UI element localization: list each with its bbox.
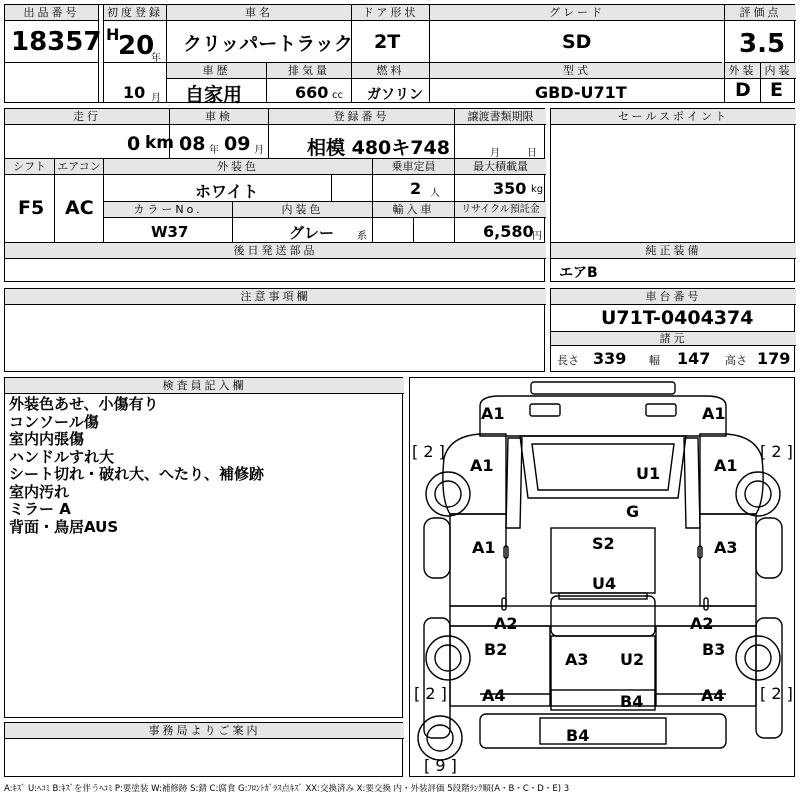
transfer-day-unit: 日 (527, 148, 537, 159)
exterior-header: 外装 (725, 63, 760, 79)
caution-header: 注意事項欄 (5, 289, 546, 305)
ext-color-header: 外装色 (104, 159, 372, 175)
max-load: 350 (493, 179, 527, 198)
dims-header: 諸元 (551, 332, 796, 346)
mileage-header: 走行 (5, 109, 169, 125)
fuel-header: 燃料 (352, 63, 429, 79)
displacement-header: 排気量 (267, 63, 351, 79)
note-line: ミラー A (9, 500, 71, 518)
first-reg-header: 初度登録 (104, 5, 166, 21)
inspector-block (4, 377, 403, 718)
fuel: ガソリン (367, 87, 423, 103)
color-no: W37 (151, 223, 189, 241)
mark-tailgate: B4 (620, 692, 644, 711)
recycle-header: リサイクル預託金 (455, 202, 546, 218)
displacement: 660 (295, 83, 329, 102)
interior-score: E (770, 79, 783, 101)
era: H (106, 25, 120, 44)
mark-fr-fender: A1 (714, 456, 738, 475)
inspector-header: 検査員記入欄 (5, 378, 404, 394)
transfer-month-unit: 月 (490, 148, 500, 159)
chassis-header: 車台番号 (551, 289, 796, 305)
tire-front-left: [ 2 ] (412, 442, 445, 461)
reg-year: 20 (118, 31, 155, 61)
door-type: 2T (374, 31, 401, 53)
capacity: 2 (410, 179, 422, 198)
office-block (4, 722, 403, 777)
plate-header: 登録番号 (269, 109, 454, 125)
mark-front-right: A1 (702, 404, 726, 423)
grade: SD (562, 31, 592, 53)
import-header: 輸入車 (373, 202, 454, 218)
interior-header: 内装 (761, 63, 796, 79)
length: 339 (593, 349, 627, 368)
inspection-year-unit: 年 (209, 145, 219, 156)
legend: A:ｷｽﾞ U:ﾍｺﾐ B:ｷｽﾞを伴うﾍｺﾐ P:要塗装 W:補修跡 S:錆 C:腐食 G:ﾌﾛﾝﾄｶﾞﾗｽ点ｷｽﾞ XX:交換済み X:要交換 内・外装評価 5段階ﾗﾝｸ順(A・B・C・D・E) 3 (4, 784, 570, 794)
top-info-block (4, 4, 795, 106)
exterior-score: D (735, 79, 751, 101)
displacement-unit: cc (332, 90, 343, 101)
mark-left-bed-front: B2 (484, 640, 508, 659)
mark-glass: G (626, 502, 640, 521)
mark-right-sill: A2 (690, 614, 714, 633)
equipment: エアB (559, 265, 598, 281)
mark-left-bed-rear: A4 (482, 686, 506, 705)
capacity-unit: 人 (430, 188, 440, 199)
car-history: 自家用 (185, 84, 243, 106)
caution-block (4, 288, 545, 372)
height: 179 (757, 349, 791, 368)
chassis-number: U71T-0404374 (601, 307, 754, 329)
max-load-header: 最大積載量 (455, 159, 546, 175)
note-line: 室内汚れ (9, 482, 70, 501)
width-label: 幅 (649, 354, 660, 367)
mark-roof: U1 (636, 464, 661, 483)
tire-rear-right: [ 2 ] (760, 684, 793, 703)
mark-rear-bumper: B4 (566, 726, 590, 745)
score: 3.5 (739, 29, 786, 59)
capacity-header: 乗車定員 (373, 159, 454, 175)
history-header: 車歴 (167, 63, 266, 79)
shift: F5 (18, 197, 45, 219)
height-label: 高さ (725, 354, 747, 367)
office-header: 事務局よりご案内 (5, 723, 404, 739)
door-header: ドア形状 (352, 5, 429, 21)
int-color-header: 内装色 (233, 202, 372, 218)
car-name-header: 車名 (167, 5, 351, 21)
listing-no: 18357 (11, 27, 102, 57)
plate-number: 相模 480キ748 (307, 137, 450, 159)
ext-color: ホワイト (195, 182, 259, 201)
tire-rear-left: [ 2 ] (414, 684, 447, 703)
inspection-header: 車検 (170, 109, 268, 125)
vehicle-diagram (409, 377, 795, 777)
score-header: 評価点 (725, 5, 796, 21)
aircon-header: エアコン (55, 159, 103, 175)
reg-month: 10 (123, 83, 146, 102)
mark-fl-fender: A1 (470, 456, 494, 475)
recycle-unit: 円 (532, 231, 542, 242)
mark-bed-center-left: A3 (565, 650, 589, 669)
detail-block (4, 108, 545, 282)
inspection-month: 09 (224, 133, 251, 155)
recycle: 6,580 (483, 222, 534, 241)
aircon: AC (65, 197, 94, 219)
sales-points-block (550, 108, 795, 282)
inspection-year: 08 (179, 133, 206, 155)
length-label: 長さ (557, 354, 579, 367)
int-color: グレー (289, 224, 335, 242)
mark-right-door: A3 (714, 538, 738, 557)
inspector-notes (9, 396, 264, 536)
sales-points-header: セールスポイント (551, 109, 796, 125)
model: GBD-U71T (535, 83, 627, 102)
reg-month-unit: 月 (151, 93, 161, 104)
tire-front-right: [ 2 ] (760, 442, 793, 461)
note-line: 外装色あせ、小傷有り (9, 395, 159, 413)
color-no-header: カラーNo. (104, 202, 232, 218)
note-line: シート切れ・破れ大、へたり、補修跡 (9, 465, 265, 483)
listing-no-header: 出品番号 (5, 5, 98, 21)
mileage-unit: km (145, 133, 175, 153)
equipment-header: 純正装備 (551, 243, 796, 259)
width: 147 (677, 349, 711, 368)
inspection-month-unit: 月 (254, 145, 264, 156)
car-name: クリッパートラック (183, 33, 353, 55)
mark-right-bed-front: B3 (702, 640, 726, 659)
mark-left-door: A1 (472, 538, 496, 557)
note-line: コンソール傷 (9, 412, 99, 431)
note-line: 背面・鳥居AUS (9, 517, 119, 536)
int-color-suffix: 系 (357, 231, 367, 242)
mileage: 0 (127, 133, 141, 155)
mark-front-left: A1 (481, 404, 505, 423)
note-line: 室内内張傷 (9, 430, 85, 448)
mark-seat: S2 (592, 534, 615, 553)
mark-floor: U4 (592, 574, 617, 593)
chassis-block (550, 288, 795, 372)
mark-bed-center-right: U2 (620, 650, 645, 669)
max-load-unit: kg (531, 184, 544, 195)
model-header: 型式 (430, 63, 724, 79)
later-parts-header: 後日発送部品 (5, 243, 546, 259)
shift-header: シフト (5, 159, 54, 175)
mark-left-sill: A2 (494, 614, 518, 633)
transfer-doc-header: 譲渡書類期限 (455, 109, 546, 125)
grade-header: グレード (430, 5, 724, 21)
note-line: ハンドルすれ大 (9, 447, 115, 466)
tire-spare: [ 9 ] (424, 756, 457, 775)
reg-year-unit: 年 (151, 53, 161, 64)
mark-right-bed-rear: A4 (701, 686, 725, 705)
